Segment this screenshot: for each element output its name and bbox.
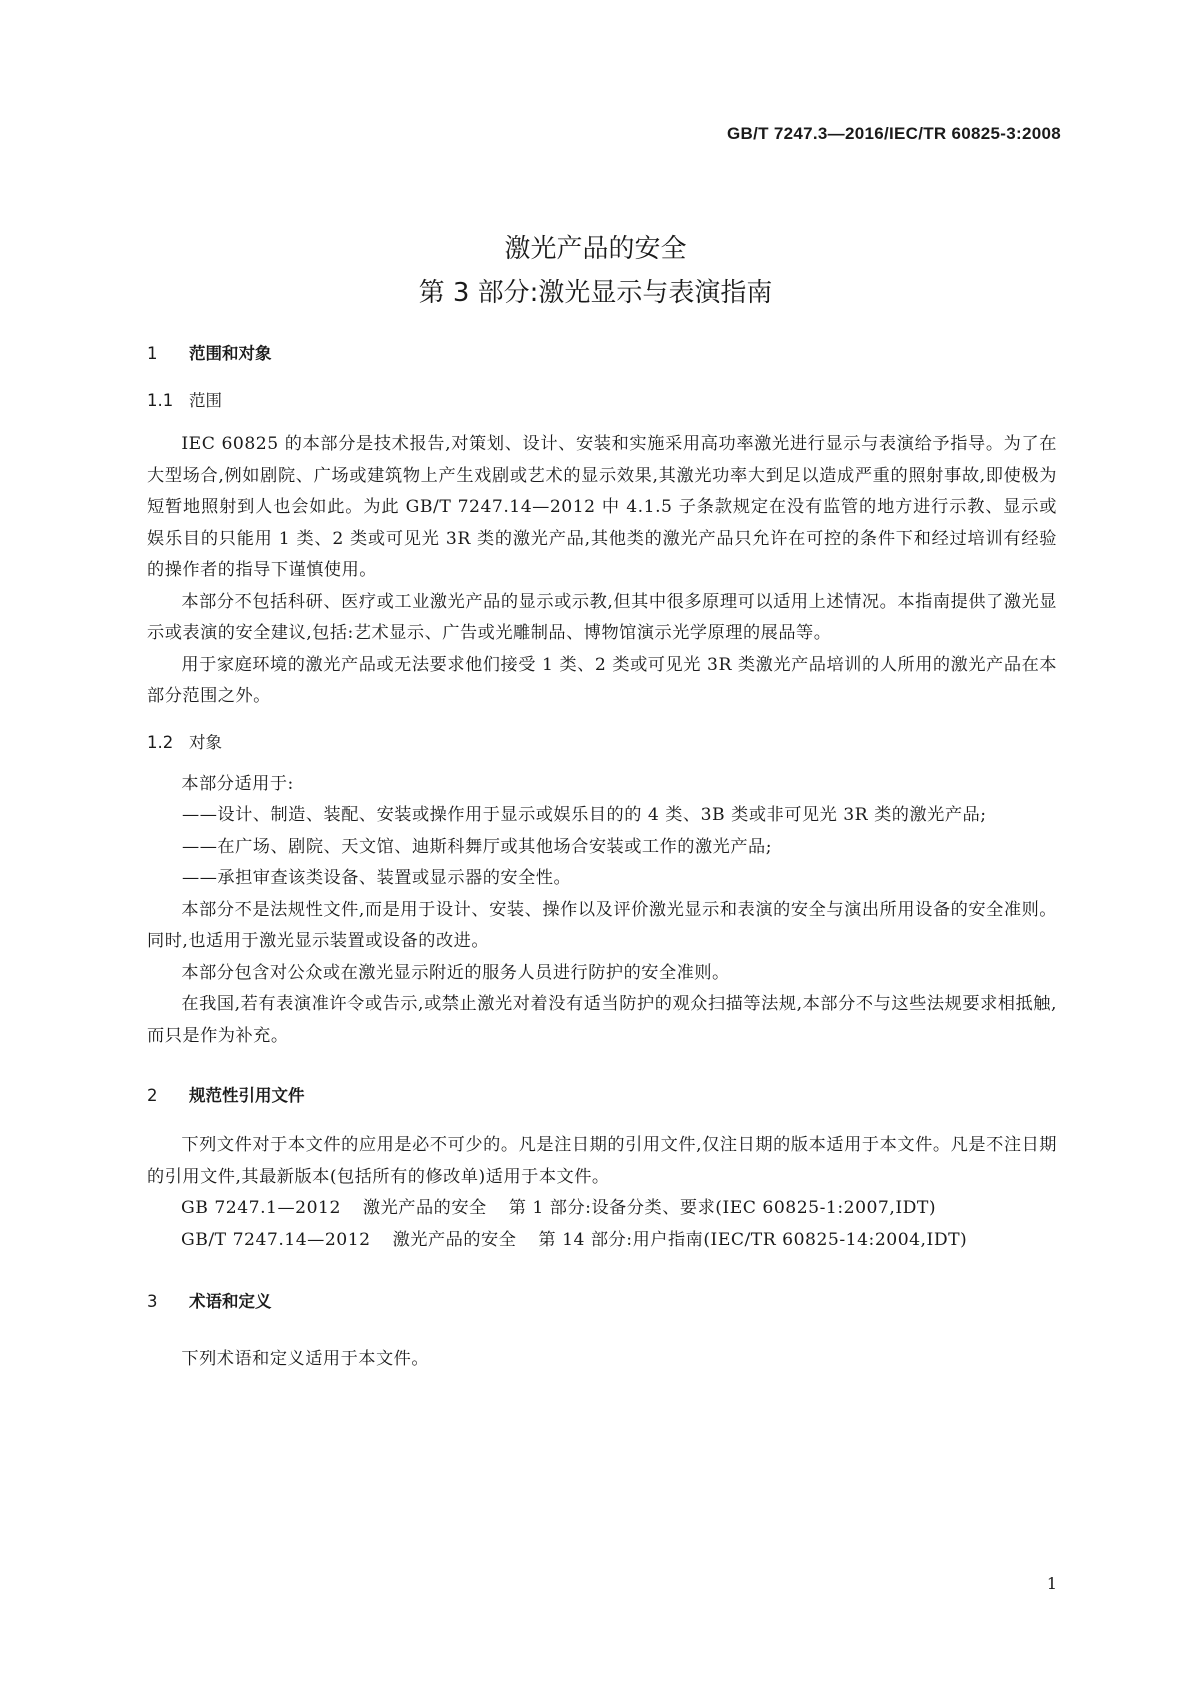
section-1-title: 范围和对象 — [189, 344, 272, 363]
reference-item — [147, 1193, 1057, 1225]
section-2-title: 规范性引用文件 — [189, 1086, 305, 1105]
reference-part: 第 1 部分:设备分类、要求(IEC 60825-1:2007,IDT) — [508, 1198, 937, 1218]
section-1-number: 1 — [147, 344, 158, 363]
reference-code: GB/T 7247.14—2012 — [181, 1229, 371, 1250]
section-1-2-heading — [147, 729, 1057, 753]
section-2-number: 2 — [147, 1086, 158, 1105]
title-line-2: 第 3 部分:激光显示与表演指南 — [418, 278, 773, 308]
section-1-1-body — [147, 429, 1057, 713]
document-body — [147, 340, 1057, 1376]
reference-title: 激光产品的安全 — [392, 1229, 517, 1250]
paragraph: 下列文件对于本文件的应用是必不可少的。凡是注日期的引用文件,仅注日期的版本适用于本文件。凡是不注日期的引用文件,其最新版本(包括所有的修改单)适用于本文件。 — [147, 1135, 1057, 1187]
reference-item — [147, 1225, 1057, 1257]
section-3-number: 3 — [147, 1292, 158, 1311]
page-number: 1 — [1046, 1574, 1057, 1593]
section-1-1-number: 1.1 — [147, 391, 174, 410]
document-title — [0, 227, 1191, 315]
paragraph: 用于家庭环境的激光产品或无法要求他们接受 1 类、2 类或可见光 3R 类激光产品培训的人所用的激光产品在本部分范围之外。 — [147, 654, 1057, 706]
section-1-2-title: 对象 — [189, 732, 222, 752]
title-line-1: 激光产品的安全 — [504, 234, 687, 264]
section-3-heading — [147, 1288, 1057, 1312]
section-3-body — [147, 1344, 1057, 1376]
list-item: ——设计、制造、装配、安装或操作用于显示或娱乐目的的 4 类、3B 类或非可见光 3R 类的激光产品; — [182, 805, 987, 825]
paragraph: 本部分不是法规性文件,而是用于设计、安装、操作以及评价激光显示和表演的安全与演出所用设备的安全准则。同时,也适用于激光显示装置或设备的改进。 — [147, 899, 1057, 951]
paragraph: 本部分不包括科研、医疗或工业激光产品的显示或示教,但其中很多原理可以适用上述情况。本指南提供了激光显示或表演的安全建议,包括:艺术显示、广告或光雕制品、博物馆演示光学原理的展品等。 — [147, 591, 1057, 643]
section-3-title: 术语和定义 — [189, 1292, 272, 1311]
list-item: ——承担审查该类设备、装置或显示器的安全性。 — [182, 868, 572, 888]
section-2-heading — [147, 1082, 1057, 1106]
section-1-heading — [147, 340, 1057, 364]
paragraph: 在我国,若有表演准许令或告示,或禁止激光对着没有适当防护的观众扫描等法规,本部分不与这些法规要求相抵触,而只是作为补充。 — [147, 994, 1057, 1046]
reference-part: 第 14 部分:用户指南(IEC/TR 60825-14:2004,IDT) — [538, 1229, 968, 1250]
reference-code: GB 7247.1—2012 — [181, 1198, 341, 1218]
paragraph: 下列术语和定义适用于本文件。 — [181, 1349, 430, 1369]
reference-title: 激光产品的安全 — [362, 1198, 487, 1218]
list-item: ——在广场、剧院、天文馆、迪斯科舞厅或其他场合安装或工作的激光产品; — [182, 836, 772, 857]
paragraph: 本部分适用于: — [181, 773, 294, 794]
paragraph: 本部分包含对公众或在激光显示附近的服务人员进行防护的安全准则。 — [181, 962, 730, 983]
section-2-body — [147, 1130, 1057, 1256]
section-1-2-number: 1.2 — [147, 732, 174, 752]
section-1-1-heading — [147, 387, 1057, 411]
section-1-1-title: 范围 — [189, 391, 222, 410]
paragraph: IEC 60825 的本部分是技术报告,对策划、设计、安装和实施采用高功率激光进行显示与表演给予指导。为了在大型场合,例如剧院、广场或建筑物上产生戏剧或艺术的显示效果,其激光功率大到足以造成严重的照射事故,即使极为短暂地照射到人也会如此。为此 GB/T 7247.14—2012 中 4.1.5 子条款规定在没有监管的地方进行示教、显示或娱乐目的只能用 1 类、2 类或可见光 3R 类的激光产品,其他类的激光产品只允许在可控的条件下和经过培训有经验的操作者的指导下谨慎使用。 — [147, 434, 1057, 580]
section-1-2-body — [147, 769, 1057, 1053]
standard-code: GB/T 7247.3—2016/IEC/TR 60825-3:2008 — [727, 124, 1061, 143]
